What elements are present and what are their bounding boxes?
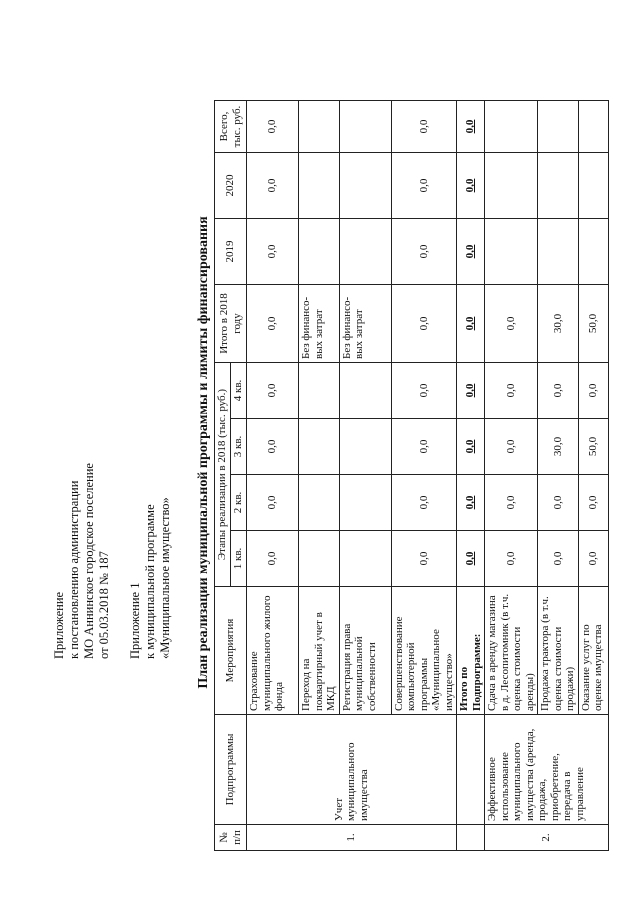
value-q2: 0,0 xyxy=(538,475,579,531)
value-2019 xyxy=(578,219,608,285)
value-q4: 0,0 xyxy=(391,363,457,419)
header-total-2018: Итого в 2018 году xyxy=(215,285,247,363)
header-total: Всего, тыс. руб. xyxy=(215,101,247,153)
value-q4: 0,0 xyxy=(578,363,608,419)
subprogram-name: Учет муниципального имущества xyxy=(247,715,457,825)
value-q2: 0,0 xyxy=(485,475,538,531)
subtotal-q3: 0,0 xyxy=(457,419,485,475)
header-line: к муниципальной программе xyxy=(143,504,157,659)
value-total xyxy=(485,101,538,153)
header-q1: 1 кв. xyxy=(231,531,247,587)
value-q3: 0,0 xyxy=(391,419,457,475)
value-q4 xyxy=(339,363,391,419)
header-line: «Муниципальное имущество» xyxy=(158,497,172,659)
value-total xyxy=(299,101,340,153)
event-name: Сдача в аренду магазина в д. Лесопитомник (в т.ч. оценка стоимости аренды) xyxy=(485,587,538,715)
header-line: Приложение 1 xyxy=(128,582,142,659)
value-2020 xyxy=(299,153,340,219)
value-q4: 0,0 xyxy=(485,363,538,419)
value-2019 xyxy=(485,219,538,285)
event-name: Регистрация права муниципальной собственности xyxy=(339,587,391,715)
value-total-2018: Без финансо-вых затрат xyxy=(339,285,391,363)
value-q3 xyxy=(299,419,340,475)
header-q2: 2 кв. xyxy=(231,475,247,531)
section-num: 2. xyxy=(485,825,609,851)
subtotal-total-2018: 0,0 xyxy=(457,285,485,363)
value-2020 xyxy=(485,153,538,219)
value-2020: 0,0 xyxy=(391,153,457,219)
value-2019: 0,0 xyxy=(391,219,457,285)
header-line: к постановлению администрации xyxy=(67,480,81,659)
value-q3: 30,0 xyxy=(538,419,579,475)
value-2019 xyxy=(299,219,340,285)
header-line: Приложение xyxy=(52,591,66,659)
value-q1: 0,0 xyxy=(538,531,579,587)
event-name: Продажа трактора (в т.ч. оценка стоимости продажи) xyxy=(538,587,579,715)
table-row xyxy=(485,101,538,851)
value-total: 0,0 xyxy=(247,101,299,153)
subtotal-label: Итого по Подпрограмме: xyxy=(457,587,485,715)
value-q3: 0,0 xyxy=(247,419,299,475)
header-events: Мероприятия xyxy=(215,587,247,715)
value-total-2018: 0,0 xyxy=(247,285,299,363)
value-2019 xyxy=(339,219,391,285)
event-name: Страхование муниципального жилого фонда xyxy=(247,587,299,715)
value-q1: 0,0 xyxy=(247,531,299,587)
header-2019: 2019 xyxy=(215,219,247,285)
value-q2: 0,0 xyxy=(391,475,457,531)
header-q4: 4 кв. xyxy=(231,363,247,419)
subtotal-2019: 0,0 xyxy=(457,219,485,285)
table-header-row xyxy=(215,101,231,851)
value-total-2018: 30,0 xyxy=(538,285,579,363)
event-name: Оказание услуг по оценке имущества xyxy=(578,587,608,715)
value-2020: 0,0 xyxy=(247,153,299,219)
value-q1 xyxy=(299,531,340,587)
value-q2: 0,0 xyxy=(578,475,608,531)
table-row xyxy=(247,101,299,851)
event-name: Переход на поквартирный учет в МКД xyxy=(299,587,340,715)
value-total-2018: Без финансо-вых затрат xyxy=(299,285,340,363)
header-num: № п/п xyxy=(215,825,247,851)
value-q1: 0,0 xyxy=(485,531,538,587)
value-q2 xyxy=(339,475,391,531)
subtotal-total: 0,0 xyxy=(457,101,485,153)
value-q2: 0,0 xyxy=(247,475,299,531)
subtotal-q1: 0,0 xyxy=(457,531,485,587)
value-2019 xyxy=(538,219,579,285)
value-q3: 0,0 xyxy=(485,419,538,475)
value-q3: 50,0 xyxy=(578,419,608,475)
value-2020 xyxy=(339,153,391,219)
value-total xyxy=(339,101,391,153)
value-q1: 0,0 xyxy=(578,531,608,587)
value-total xyxy=(578,101,608,153)
appendix-block-program xyxy=(128,497,173,659)
financing-table xyxy=(214,100,609,851)
header-line: МО Аннинское городское поселение xyxy=(82,463,96,659)
value-2019: 0,0 xyxy=(247,219,299,285)
value-total-2018: 0,0 xyxy=(485,285,538,363)
value-q1: 0,0 xyxy=(391,531,457,587)
value-total: 0,0 xyxy=(391,101,457,153)
document-title: План реализации муниципальной программы и лимиты финансирования xyxy=(196,216,211,689)
header-stages: Этапы реализации в 2018 (тыс. руб.) xyxy=(215,363,231,587)
header-line: от 05.03.2018 № 187 xyxy=(97,551,111,659)
header-q3: 3 кв. xyxy=(231,419,247,475)
value-2020 xyxy=(578,153,608,219)
value-total xyxy=(538,101,579,153)
value-q4: 0,0 xyxy=(247,363,299,419)
appendix-block-resolution xyxy=(52,463,112,659)
value-q1 xyxy=(339,531,391,587)
event-name: Совершенствование компьютерной программы «Муниципальное имущество» xyxy=(391,587,457,715)
value-total-2018: 0,0 xyxy=(391,285,457,363)
value-total-2018: 50,0 xyxy=(578,285,608,363)
value-q2 xyxy=(299,475,340,531)
value-q3 xyxy=(339,419,391,475)
subprogram-name: Эффективное использование муниципального имущества (аренда, продажа, приобретение, передача в управление xyxy=(485,715,609,825)
header-2020: 2020 xyxy=(215,153,247,219)
header-subprograms: Подпрограммы xyxy=(215,715,247,825)
value-2020 xyxy=(538,153,579,219)
value-q4: 0,0 xyxy=(538,363,579,419)
section-num: 1. xyxy=(247,825,457,851)
subtotal-q4: 0,0 xyxy=(457,363,485,419)
subtotal-q2: 0,0 xyxy=(457,475,485,531)
value-q4 xyxy=(299,363,340,419)
subtotal-row xyxy=(457,101,485,851)
subtotal-2020: 0,0 xyxy=(457,153,485,219)
